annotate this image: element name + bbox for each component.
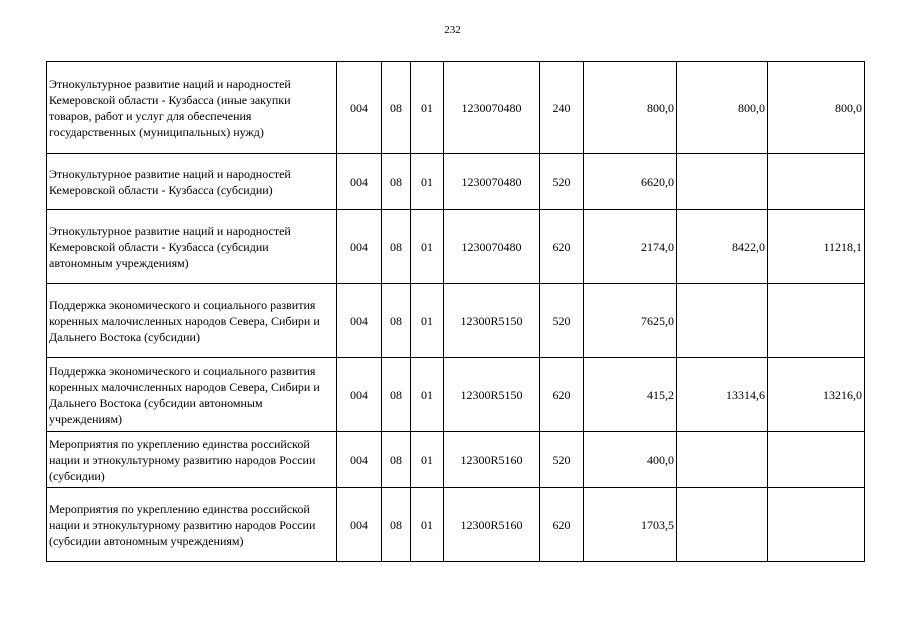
subsection-code-cell: 01 (411, 284, 444, 358)
ministry-code-cell: 004 (337, 154, 382, 210)
ministry-code-cell: 004 (337, 432, 382, 488)
table-row (47, 488, 865, 562)
row-name-cell: Этнокультурное развитие наций и народностей Кемеровской области - Кузбасса (иные закупки товаров, работ и услуг для обеспечения государственных (муниципальных) нужд) (47, 62, 337, 154)
sum-3-cell (768, 154, 865, 210)
page-number: 232 (444, 24, 461, 36)
subsection-code-cell: 01 (411, 488, 444, 562)
sum-1-cell: 6620,0 (584, 154, 677, 210)
sum-3-cell (768, 284, 865, 358)
sum-2-cell (677, 488, 768, 562)
sum-2-cell: 13314,6 (677, 358, 768, 432)
sum-1-cell: 7625,0 (584, 284, 677, 358)
expense-type-cell: 520 (540, 432, 584, 488)
row-name-cell: Поддержка экономического и социального развития коренных малочисленных народов Севера, Сибири и Дальнего Востока (субсидии) (47, 284, 337, 358)
target-article-cell: 1230070480 (444, 210, 540, 284)
expense-type-cell: 240 (540, 62, 584, 154)
row-name-cell: Поддержка экономического и социального развития коренных малочисленных народов Севера, Сибири и Дальнего Востока (субсидии автономным учреждениям) (47, 358, 337, 432)
section-code-cell: 08 (382, 284, 411, 358)
target-article-cell: 1230070480 (444, 62, 540, 154)
table-row (47, 62, 865, 154)
target-article-cell: 12300R5150 (444, 284, 540, 358)
sum-1-cell: 800,0 (584, 62, 677, 154)
ministry-code-cell: 004 (337, 488, 382, 562)
sum-1-cell: 400,0 (584, 432, 677, 488)
ministry-code-cell: 004 (337, 62, 382, 154)
sum-1-cell: 1703,5 (584, 488, 677, 562)
sum-1-cell: 2174,0 (584, 210, 677, 284)
sum-3-cell (768, 488, 865, 562)
ministry-code-cell: 004 (337, 210, 382, 284)
subsection-code-cell: 01 (411, 210, 444, 284)
sum-3-cell: 13216,0 (768, 358, 865, 432)
row-name-cell: Мероприятия по укреплению единства российской нации и этнокультурному развитию народов России (субсидии) (47, 432, 337, 488)
expense-type-cell: 520 (540, 154, 584, 210)
row-name-cell: Этнокультурное развитие наций и народностей Кемеровской области - Кузбасса (субсидии) (47, 154, 337, 210)
table-row (47, 210, 865, 284)
table-row (47, 154, 865, 210)
expense-type-cell: 520 (540, 284, 584, 358)
section-code-cell: 08 (382, 432, 411, 488)
section-code-cell: 08 (382, 154, 411, 210)
target-article-cell: 12300R5150 (444, 358, 540, 432)
subsection-code-cell: 01 (411, 358, 444, 432)
sum-3-cell (768, 432, 865, 488)
subsection-code-cell: 01 (411, 62, 444, 154)
sum-1-cell: 415,2 (584, 358, 677, 432)
expense-type-cell: 620 (540, 358, 584, 432)
section-code-cell: 08 (382, 210, 411, 284)
budget-table (46, 61, 865, 562)
expense-type-cell: 620 (540, 210, 584, 284)
table-row (47, 358, 865, 432)
section-code-cell: 08 (382, 358, 411, 432)
subsection-code-cell: 01 (411, 154, 444, 210)
row-name-cell: Этнокультурное развитие наций и народностей Кемеровской области - Кузбасса (субсидии автономным учреждениям) (47, 210, 337, 284)
target-article-cell: 12300R5160 (444, 488, 540, 562)
target-article-cell: 1230070480 (444, 154, 540, 210)
section-code-cell: 08 (382, 62, 411, 154)
target-article-cell: 12300R5160 (444, 432, 540, 488)
sum-3-cell: 800,0 (768, 62, 865, 154)
ministry-code-cell: 004 (337, 284, 382, 358)
sum-2-cell (677, 284, 768, 358)
sum-2-cell: 800,0 (677, 62, 768, 154)
sum-2-cell (677, 432, 768, 488)
row-name-cell: Мероприятия по укреплению единства российской нации и этнокультурному развитию народов России (субсидии автономным учреждениям) (47, 488, 337, 562)
table-row (47, 432, 865, 488)
subsection-code-cell: 01 (411, 432, 444, 488)
table-row (47, 284, 865, 358)
ministry-code-cell: 004 (337, 358, 382, 432)
section-code-cell: 08 (382, 488, 411, 562)
sum-3-cell: 11218,1 (768, 210, 865, 284)
sum-2-cell (677, 154, 768, 210)
expense-type-cell: 620 (540, 488, 584, 562)
sum-2-cell: 8422,0 (677, 210, 768, 284)
